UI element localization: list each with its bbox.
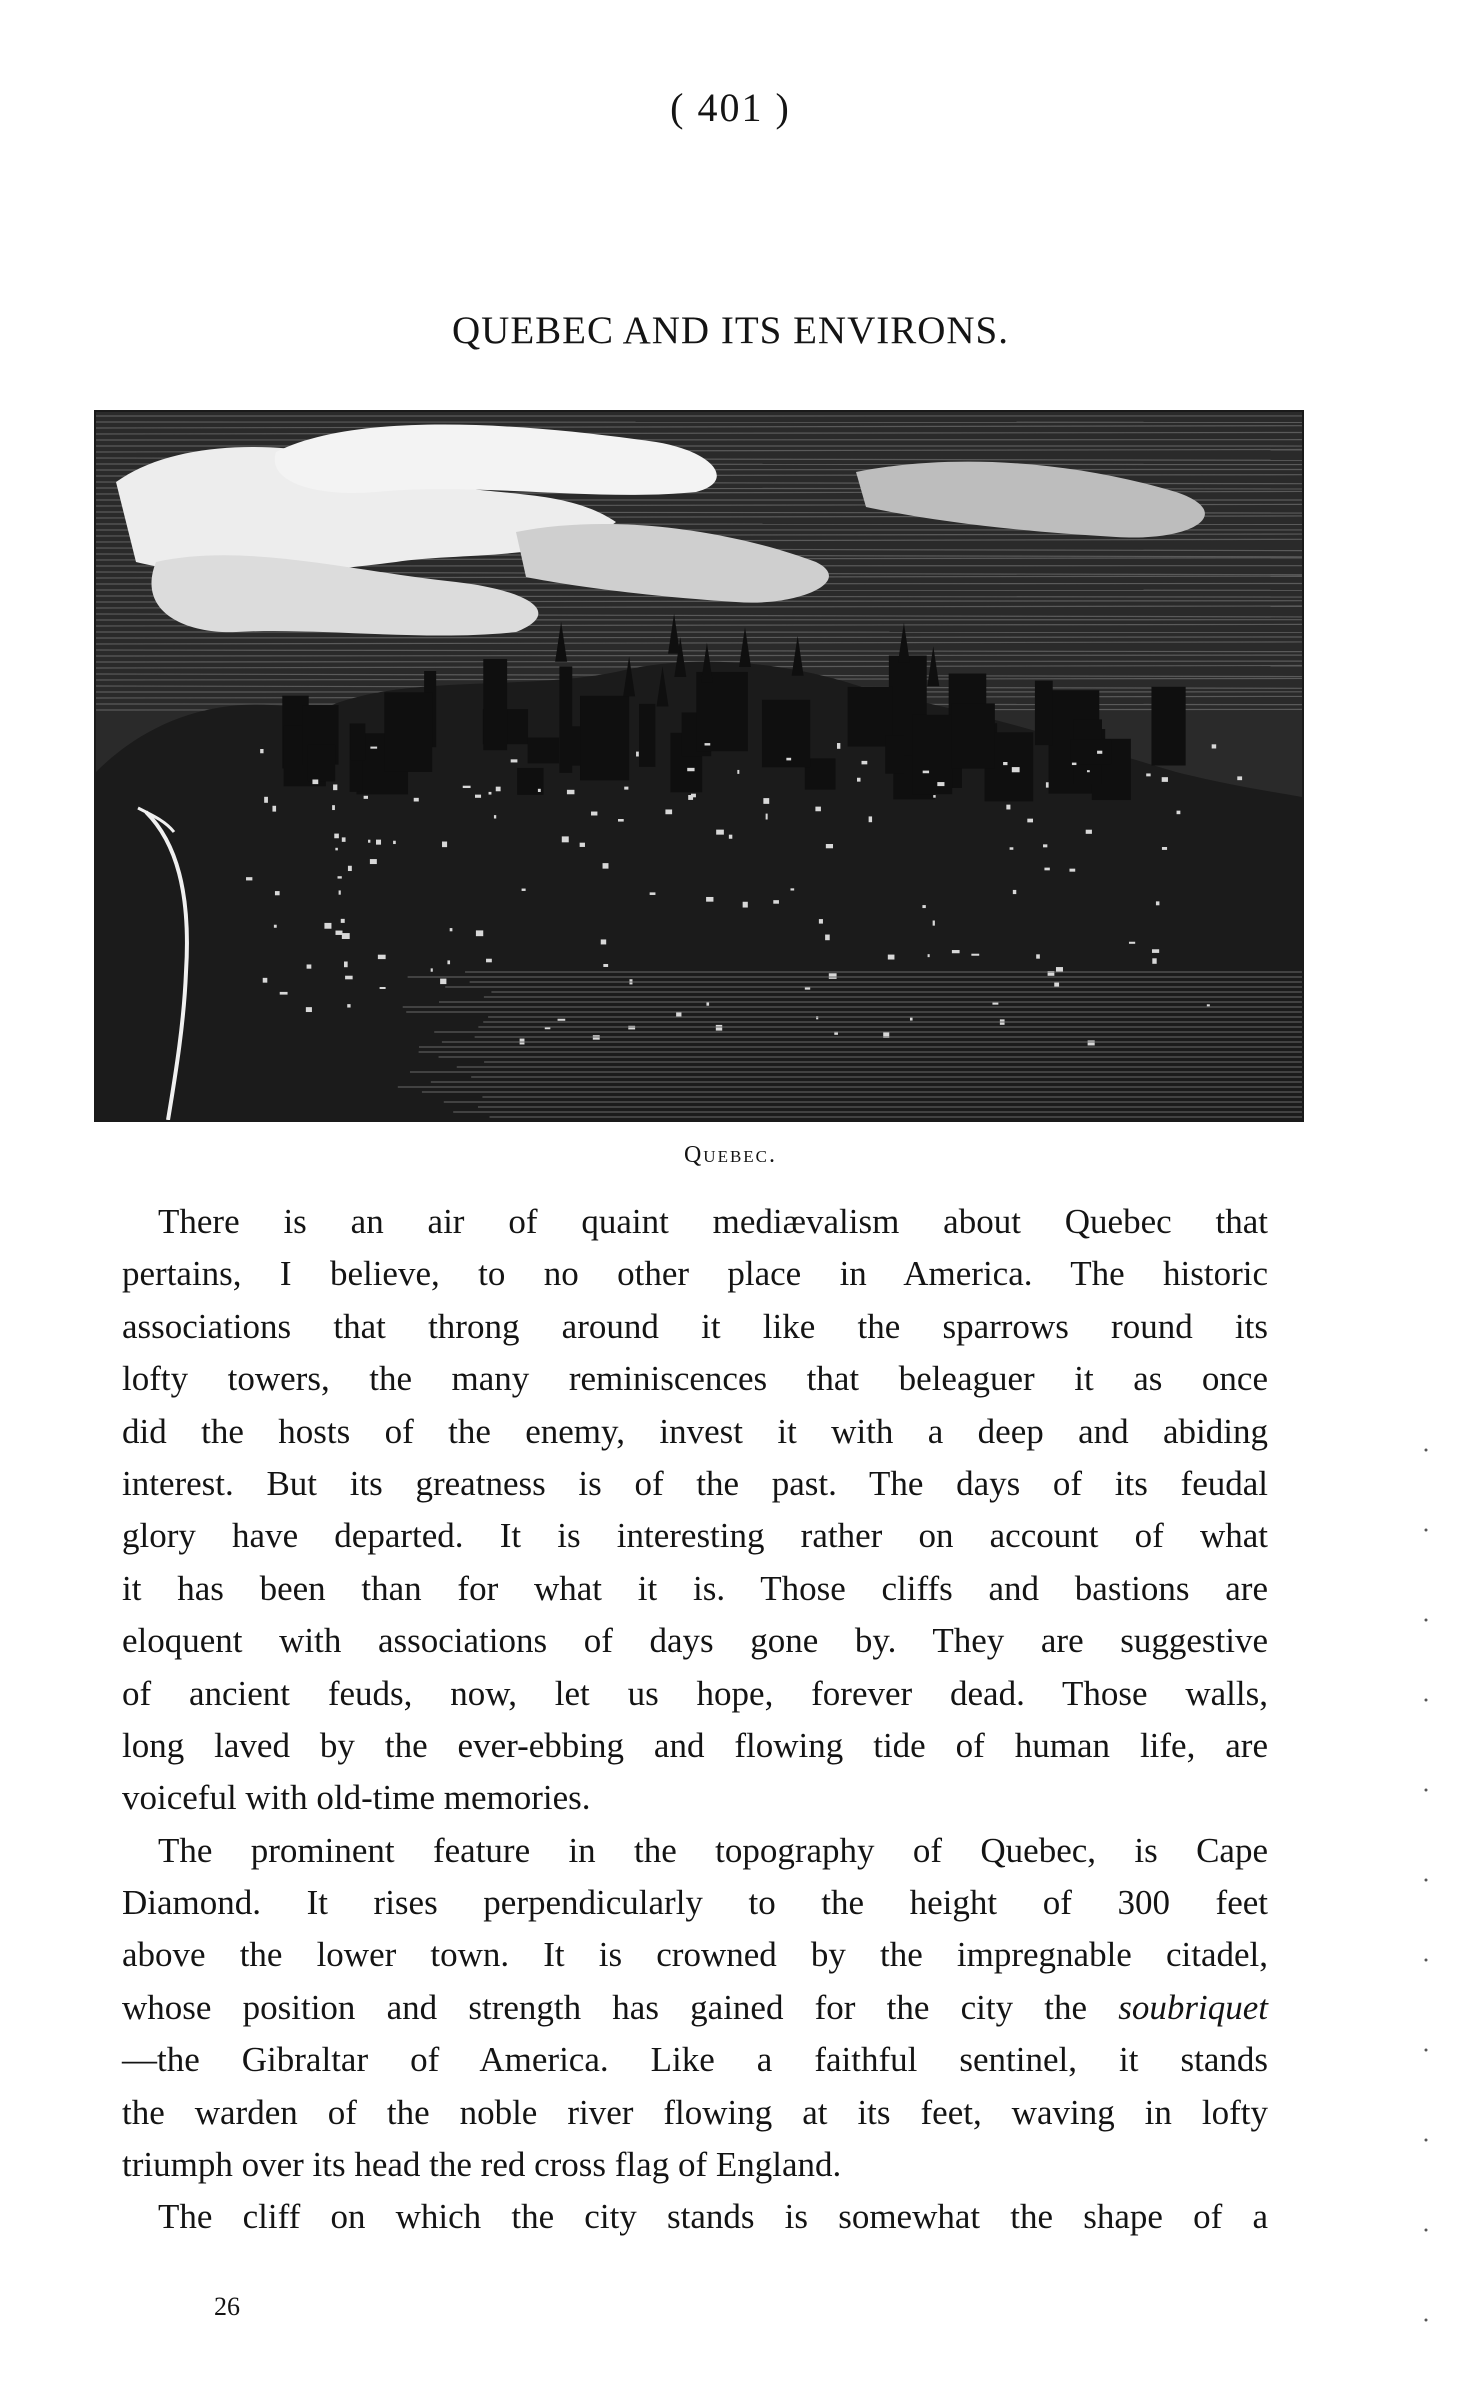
building [762, 700, 810, 768]
highlight [1056, 967, 1063, 972]
highlight [705, 743, 711, 745]
text-line-start: whose position and strength has gained for the city the [122, 1987, 1088, 2027]
highlight [489, 792, 492, 795]
highlight [952, 950, 960, 953]
text-line: eloquent with associations of days gone by. They are suggestive [122, 1621, 1268, 1661]
text-line: Diamond. It rises perpendicularly to the height of 300 feet [122, 1883, 1268, 1923]
highlight [687, 768, 694, 771]
highlight [260, 749, 263, 753]
highlight [368, 840, 370, 843]
highlight [450, 928, 453, 931]
highlight [442, 842, 447, 848]
highlight [1237, 776, 1242, 780]
highlight [1129, 942, 1135, 944]
highlight [370, 747, 377, 749]
text-line: The prominent feature in the topography of Quebec, is Cape [158, 1830, 1268, 1870]
highlight [567, 790, 575, 794]
highlight [716, 830, 724, 835]
highlight [729, 835, 732, 839]
highlight [312, 779, 318, 784]
building [696, 672, 748, 751]
text-line: There is an air of quaint mediævalism about Quebec that [158, 1202, 1268, 1241]
highlight [347, 1004, 350, 1007]
highlight [1156, 901, 1159, 905]
text-line: triumph over its head the red cross flag of England. [122, 2145, 842, 2185]
highlight [763, 798, 769, 804]
text-line: voiceful with old-time memories. [122, 1778, 591, 1818]
text-line: above the lower town. It is crowned by the impregnable citadel, [122, 1935, 1268, 1975]
text-line: pertains, I believe, to no other place in America. The historic [122, 1254, 1268, 1294]
highlight [246, 877, 252, 880]
building [639, 704, 655, 767]
highlight [1046, 782, 1049, 787]
highlight [275, 891, 280, 895]
highlight [1069, 869, 1075, 872]
text-line: glory have departed. It is interesting rather on account of what [122, 1516, 1268, 1556]
building [912, 715, 952, 794]
highlight [348, 866, 352, 871]
highlight [618, 819, 624, 822]
highlight [766, 814, 768, 820]
highlight [676, 1012, 681, 1016]
highlight [342, 837, 346, 841]
highlight [1087, 770, 1090, 772]
building [952, 703, 995, 768]
highlight [334, 834, 339, 839]
building [580, 696, 629, 781]
highlight [486, 959, 492, 963]
text-line: lofty towers, the many reminiscences that beleaguer it as once [122, 1359, 1268, 1399]
highlight [274, 925, 277, 928]
highlight [1146, 773, 1150, 776]
highlight [335, 931, 342, 935]
highlight [1088, 1040, 1095, 1045]
highlight [324, 923, 331, 929]
highlight [272, 806, 276, 812]
highlight [463, 786, 471, 788]
highlight [378, 955, 386, 959]
highlight [280, 992, 288, 995]
margin-specks [1420, 1440, 1432, 2400]
highlight [1086, 830, 1092, 834]
highlight [476, 930, 483, 936]
highlight [837, 743, 840, 749]
chapter-title: QUEBEC AND ITS ENVIRONS. [451, 309, 1009, 352]
text-line: long laved by the ever-ebbing and flowing tide of human life, are [122, 1725, 1268, 1765]
highlight [1010, 847, 1014, 849]
highlight [1177, 811, 1181, 815]
highlight [628, 1026, 635, 1030]
quebec-engraving [94, 410, 1304, 1122]
highlight [393, 841, 396, 844]
highlight [933, 795, 935, 798]
highlight [1006, 805, 1010, 810]
text-line: did the hosts of the enemy, invest it with a deep and abiding [122, 1411, 1268, 1451]
highlight [333, 784, 337, 790]
text-line: it has been than for what it is. Those cliffs and bastions are [122, 1568, 1268, 1608]
page-number: ( 401 ) [670, 85, 791, 130]
highlight [706, 897, 713, 902]
highlight [1162, 777, 1168, 782]
text-line: the warden of the noble river flowing at its feet, waving in lofty [122, 2092, 1268, 2132]
text-line: —the Gibraltar of America. Like a faithful sentinel, it stands [122, 2040, 1268, 2080]
highlight [971, 954, 979, 956]
highlight [345, 976, 353, 980]
text-line: of ancient feuds, now, let us hope, forever dead. Those walls, [122, 1673, 1268, 1713]
text-line: The cliff on which the city stands is somewhat the shape of a [158, 2197, 1268, 2237]
highlight [591, 812, 597, 816]
highlight [538, 789, 541, 792]
highlight [923, 771, 929, 774]
building [885, 736, 904, 774]
highlight [857, 778, 861, 782]
building [1035, 681, 1053, 745]
highlight [862, 761, 868, 764]
building [308, 745, 336, 782]
highlight [376, 840, 381, 845]
highlight [933, 920, 935, 925]
highlight [928, 954, 930, 957]
highlight [1043, 844, 1047, 847]
highlight [339, 890, 341, 894]
highlight [1013, 890, 1016, 894]
highlight [580, 843, 585, 847]
highlight [364, 796, 368, 799]
highlight [650, 892, 656, 895]
illustration-caption: Quebec. [683, 1142, 778, 1168]
highlight [414, 798, 419, 802]
highlight [888, 955, 895, 960]
highlight [743, 902, 748, 908]
highlight [370, 859, 377, 864]
highlight [826, 844, 833, 848]
highlight [773, 900, 779, 904]
highlight [636, 752, 639, 757]
highlight [992, 1003, 998, 1005]
highlight [1212, 744, 1217, 748]
building [483, 659, 507, 750]
signature-mark: 26 [214, 2292, 240, 2321]
highlight [737, 770, 739, 774]
highlight [335, 848, 337, 851]
building [384, 692, 432, 772]
italic-word: soubriquet [1118, 1987, 1269, 2027]
highlight [342, 933, 350, 939]
highlight [937, 782, 944, 786]
highlight [665, 809, 672, 814]
highlight [815, 807, 821, 812]
highlight [475, 795, 481, 798]
building [351, 723, 366, 760]
highlight [1054, 983, 1059, 987]
highlight [306, 1007, 312, 1012]
highlight [1072, 763, 1077, 765]
highlight [1036, 954, 1040, 958]
highlight [341, 919, 345, 923]
highlight [1207, 1004, 1210, 1006]
highlight [263, 978, 268, 983]
highlight [786, 758, 791, 761]
highlight [825, 935, 830, 941]
highlight [624, 787, 628, 790]
text-line: associations that throng around it like the sparrows round its [122, 1306, 1268, 1346]
building [1070, 739, 1111, 764]
highlight [307, 964, 312, 968]
highlight [511, 759, 518, 762]
highlight [447, 960, 450, 964]
highlight [522, 889, 526, 891]
highlight [790, 888, 794, 890]
highlight [1152, 958, 1156, 963]
body-text [122, 1196, 1268, 2244]
highlight [264, 797, 268, 803]
highlight [338, 876, 342, 878]
highlight [1152, 949, 1159, 953]
highlight [496, 787, 501, 792]
building [559, 667, 572, 773]
highlight [819, 919, 823, 924]
building [528, 738, 560, 764]
highlight [910, 1018, 913, 1021]
text-line: interest. But its greatness is of the past. The days of its feudal [122, 1463, 1268, 1503]
building [1151, 687, 1185, 766]
highlight [1044, 868, 1049, 871]
highlight [440, 979, 446, 984]
highlight [380, 987, 386, 989]
highlight [344, 961, 348, 967]
highlight [1012, 767, 1020, 772]
highlight [603, 964, 608, 967]
highlight [1162, 847, 1167, 850]
highlight [688, 795, 693, 800]
highlight [716, 1025, 722, 1031]
highlight [829, 973, 837, 979]
highlight [601, 939, 606, 944]
highlight [332, 805, 335, 810]
text-line [122, 1982, 1268, 2034]
highlight [1097, 751, 1102, 754]
highlight [558, 1019, 566, 1021]
highlight [922, 905, 925, 908]
highlight [1027, 819, 1033, 823]
highlight [603, 863, 609, 868]
highlight [494, 815, 496, 818]
highlight [431, 968, 433, 971]
highlight [562, 836, 569, 842]
highlight [1003, 762, 1007, 765]
highlight [869, 816, 872, 822]
